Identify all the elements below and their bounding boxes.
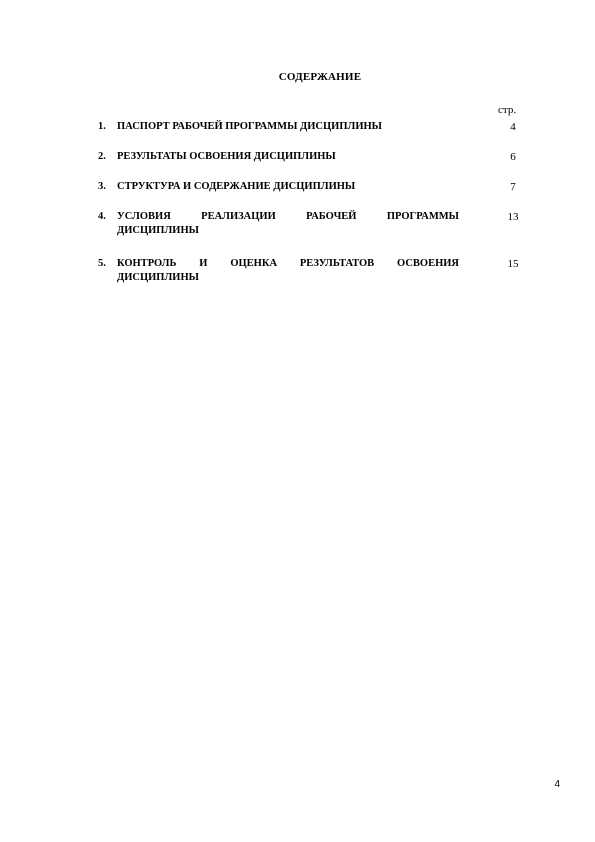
toc-entry xyxy=(98,257,528,287)
toc-entry-page: 7 xyxy=(510,181,516,193)
toc-entry-text: ПАСПОРТ РАБОЧЕЙ ПРОГРАММЫ ДИСЦИПЛИНЫ xyxy=(117,121,382,132)
toc-entry-text: УСЛОВИЯ РЕАЛИЗАЦИИ РАБОЧЕЙ ПРОГРАММЫ ДИСЦИПЛИНЫ xyxy=(117,211,459,236)
toc-entry-page: 6 xyxy=(510,151,516,163)
toc-entry-number: 2. xyxy=(98,151,106,162)
toc-entry-text: СТРУКТУРА И СОДЕРЖАНИЕ ДИСЦИПЛИНЫ xyxy=(117,181,356,192)
toc-entry-number: 4. xyxy=(98,211,106,222)
toc-title: СОДЕРЖАНИЕ xyxy=(278,71,362,83)
toc-entry xyxy=(98,210,528,240)
toc-entry-number: 5. xyxy=(98,258,106,269)
toc-entry-number: 1. xyxy=(98,121,106,132)
toc-entry-page: 15 xyxy=(507,258,519,270)
toc-entry-number: 3. xyxy=(98,181,106,192)
toc-entry-page: 13 xyxy=(507,211,519,223)
toc-entry-page: 4 xyxy=(510,121,516,133)
page-column-label: стр. xyxy=(498,104,517,116)
toc-entry-text: РЕЗУЛЬТАТЫ ОСВОЕНИЯ ДИСЦИПЛИНЫ xyxy=(117,151,336,162)
toc-entry-text: КОНТРОЛЬ И ОЦЕНКА РЕЗУЛЬТАТОВ ОСВОЕНИЯ ДИСЦИПЛИНЫ xyxy=(117,258,459,283)
page-number: 4 xyxy=(554,779,560,790)
